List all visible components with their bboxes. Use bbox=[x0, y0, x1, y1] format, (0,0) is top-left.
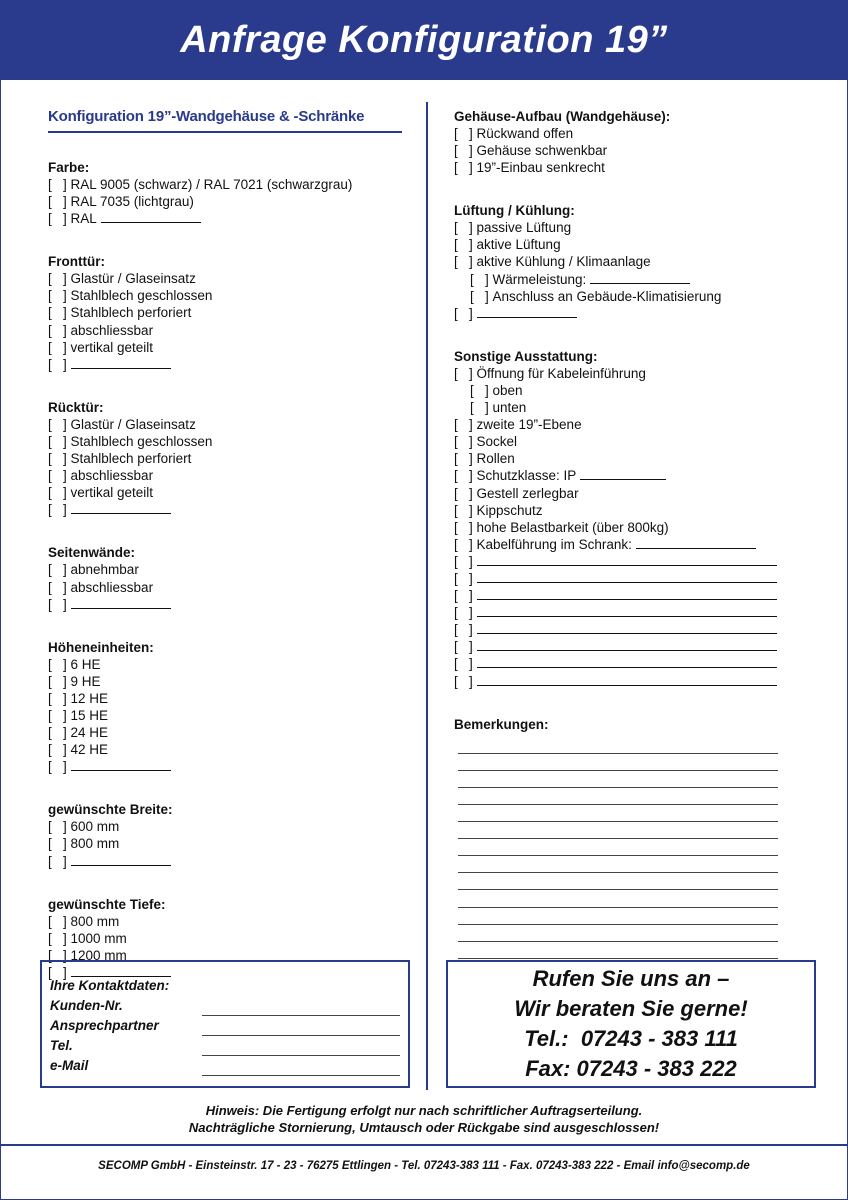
checkbox-option[interactable] bbox=[48, 304, 418, 321]
remarks-line[interactable] bbox=[458, 839, 778, 856]
form-section bbox=[48, 253, 418, 373]
left-sections bbox=[48, 159, 418, 981]
option-label: 600 mm bbox=[70, 819, 120, 835]
checkbox-option[interactable] bbox=[48, 287, 418, 304]
checkbox-option[interactable] bbox=[48, 853, 418, 870]
option-label: RAL 7035 (lichtgrau) bbox=[70, 194, 194, 210]
checkbox-option[interactable] bbox=[454, 416, 794, 433]
checkbox-option[interactable] bbox=[454, 219, 794, 236]
option-label: Kabelführung im Schrank: bbox=[476, 536, 632, 552]
remarks-line[interactable] bbox=[458, 942, 778, 959]
checkbox-option[interactable] bbox=[454, 271, 794, 288]
call-box bbox=[446, 960, 816, 1088]
checkbox-brackets[interactable]: [ ] bbox=[48, 433, 71, 449]
contact-field-label: Kunden-Nr. bbox=[50, 998, 123, 1013]
checkbox-brackets[interactable]: [ ] bbox=[454, 536, 477, 552]
checkbox-brackets[interactable]: [ ] bbox=[470, 400, 493, 416]
remarks-line[interactable] bbox=[458, 925, 778, 942]
checkbox-option[interactable] bbox=[454, 467, 794, 484]
section-title: Höheneinheiten: bbox=[48, 639, 154, 655]
checkbox-option[interactable] bbox=[48, 210, 418, 227]
checkbox-brackets[interactable]: [ ] bbox=[454, 553, 477, 569]
remarks-line[interactable] bbox=[458, 788, 778, 805]
remarks-line[interactable] bbox=[458, 856, 778, 873]
checkbox-brackets[interactable]: [ ] bbox=[454, 622, 477, 638]
checkbox-option[interactable] bbox=[48, 339, 418, 356]
checkbox-brackets[interactable]: [ ] bbox=[48, 339, 71, 355]
fill-in-line[interactable] bbox=[477, 554, 777, 566]
option-label: Gehäuse schwenkbar bbox=[476, 143, 608, 159]
checkbox-option[interactable] bbox=[48, 579, 418, 596]
option-label: abschliessbar bbox=[70, 322, 154, 338]
checkbox-option[interactable] bbox=[48, 501, 418, 518]
remarks-line[interactable] bbox=[458, 822, 778, 839]
contact-field-line[interactable] bbox=[202, 1042, 400, 1056]
fill-in-line[interactable] bbox=[71, 597, 171, 609]
fill-in-line[interactable] bbox=[477, 306, 577, 318]
checkbox-option[interactable] bbox=[48, 356, 418, 373]
page-title: Anfrage Konfiguration 19” bbox=[180, 18, 668, 61]
contact-title bbox=[50, 976, 400, 996]
remarks-line[interactable] bbox=[458, 908, 778, 925]
contact-field-line[interactable] bbox=[202, 1062, 400, 1076]
checkbox-brackets[interactable]: [ ] bbox=[48, 562, 71, 578]
contact-field-label: e-Mail bbox=[50, 1058, 89, 1073]
contact-field[interactable] bbox=[50, 1036, 400, 1056]
checkbox-brackets[interactable]: [ ] bbox=[48, 451, 71, 467]
checkbox-brackets[interactable]: [ ] bbox=[48, 194, 71, 210]
checkbox-option[interactable] bbox=[454, 288, 794, 305]
checkbox-brackets[interactable]: [ ] bbox=[48, 322, 71, 338]
remarks-section bbox=[454, 716, 794, 959]
form-section bbox=[48, 544, 418, 612]
checkbox-option[interactable] bbox=[454, 433, 794, 450]
checkbox-option[interactable] bbox=[48, 818, 418, 835]
option-label: unten bbox=[492, 400, 527, 416]
checkbox-brackets[interactable]: [ ] bbox=[48, 947, 71, 963]
checkbox-option[interactable] bbox=[48, 913, 418, 930]
form-section bbox=[48, 159, 418, 227]
fill-in-line[interactable] bbox=[71, 502, 171, 514]
left-column bbox=[48, 108, 418, 981]
checkbox-brackets[interactable]: [ ] bbox=[48, 836, 71, 852]
checkbox-brackets[interactable]: [ ] bbox=[48, 579, 71, 595]
remarks-line[interactable] bbox=[458, 890, 778, 907]
checkbox-brackets[interactable]: [ ] bbox=[454, 305, 477, 321]
checkbox-brackets[interactable]: [ ] bbox=[454, 519, 477, 535]
checkbox-brackets[interactable]: [ ] bbox=[454, 237, 477, 253]
checkbox-option[interactable] bbox=[454, 125, 794, 142]
checkbox-option[interactable] bbox=[48, 484, 418, 501]
checkbox-option[interactable] bbox=[454, 553, 794, 570]
checkbox-brackets[interactable]: [ ] bbox=[48, 271, 71, 287]
fill-in-line[interactable] bbox=[636, 537, 756, 549]
checkbox-option[interactable] bbox=[48, 450, 418, 467]
checkbox-brackets[interactable]: [ ] bbox=[48, 725, 71, 741]
option-label: 24 HE bbox=[70, 725, 109, 741]
checkbox-option[interactable] bbox=[454, 159, 794, 176]
checkbox-option[interactable] bbox=[454, 382, 794, 399]
option-label: vertikal geteilt bbox=[70, 485, 154, 501]
checkbox-option[interactable] bbox=[48, 656, 418, 673]
option-label: vertikal geteilt bbox=[70, 339, 154, 355]
checkbox-brackets[interactable]: [ ] bbox=[454, 451, 477, 467]
contact-field-label: Tel. bbox=[50, 1038, 73, 1053]
fill-in-line[interactable] bbox=[477, 639, 777, 651]
section-title: Gehäuse-Aufbau (Wandgehäuse): bbox=[454, 109, 671, 124]
option-label: 12 HE bbox=[70, 690, 109, 706]
checkbox-option[interactable] bbox=[48, 416, 418, 433]
checkbox-option[interactable] bbox=[48, 758, 418, 775]
checkbox-brackets[interactable]: [ ] bbox=[454, 639, 477, 655]
option-label: Gestell zerlegbar bbox=[476, 485, 579, 501]
checkbox-option[interactable] bbox=[48, 433, 418, 450]
fill-in-line[interactable] bbox=[71, 357, 171, 369]
section-title: gewünschte Breite: bbox=[48, 802, 173, 818]
option-label: passive Lüftung bbox=[476, 220, 572, 236]
checkbox-brackets[interactable]: [ ] bbox=[454, 502, 477, 518]
remarks-line[interactable] bbox=[458, 771, 778, 788]
checkbox-option[interactable] bbox=[454, 536, 794, 553]
checkbox-option[interactable] bbox=[454, 604, 794, 621]
fill-in-line[interactable] bbox=[477, 674, 777, 686]
checkbox-option[interactable] bbox=[454, 673, 794, 690]
option-label: Stahlblech geschlossen bbox=[70, 433, 213, 449]
footer-divider bbox=[0, 1144, 848, 1146]
checkbox-option[interactable] bbox=[48, 724, 418, 741]
form-section bbox=[454, 202, 794, 322]
option-label: abschliessbar bbox=[70, 468, 154, 484]
fill-in-line[interactable] bbox=[477, 571, 777, 583]
form-section bbox=[48, 801, 418, 869]
section-title: Fronttür: bbox=[48, 254, 105, 270]
option-label: aktive Lüftung bbox=[476, 237, 561, 253]
option-label: RAL bbox=[70, 211, 97, 227]
checkbox-brackets[interactable]: [ ] bbox=[454, 656, 477, 672]
checkbox-option[interactable] bbox=[454, 519, 794, 536]
checkbox-brackets[interactable]: [ ] bbox=[454, 143, 477, 159]
checkbox-brackets[interactable]: [ ] bbox=[48, 707, 71, 723]
contact-field-line[interactable] bbox=[202, 1022, 400, 1036]
option-label: Glastür / Glaseinsatz bbox=[70, 416, 196, 432]
checkbox-brackets[interactable]: [ ] bbox=[470, 382, 493, 398]
option-label: abnehmbar bbox=[70, 562, 139, 578]
remarks-line[interactable] bbox=[458, 754, 778, 771]
checkbox-option[interactable] bbox=[48, 673, 418, 690]
contact-field[interactable] bbox=[50, 1016, 400, 1036]
call-line-1: Rufen Sie uns an – bbox=[532, 966, 730, 991]
checkbox-option[interactable] bbox=[454, 502, 794, 519]
option-label: Kippschutz bbox=[476, 502, 543, 518]
checkbox-option[interactable] bbox=[48, 176, 418, 193]
contact-field-line[interactable] bbox=[202, 1002, 400, 1016]
checkbox-brackets[interactable]: [ ] bbox=[48, 356, 71, 372]
checkbox-option[interactable] bbox=[454, 655, 794, 672]
fill-in-line[interactable] bbox=[101, 211, 201, 223]
option-label: Wärmeleistung: bbox=[492, 271, 587, 287]
option-label: aktive Kühlung / Klimaanlage bbox=[476, 254, 651, 270]
checkbox-brackets[interactable]: [ ] bbox=[454, 468, 477, 484]
checkbox-brackets[interactable]: [ ] bbox=[48, 485, 71, 501]
fill-in-line[interactable] bbox=[477, 622, 777, 634]
checkbox-option[interactable] bbox=[48, 596, 418, 613]
page-header bbox=[0, 0, 848, 80]
checkbox-option[interactable] bbox=[454, 621, 794, 638]
checkbox-brackets[interactable]: [ ] bbox=[48, 288, 71, 304]
config-title: Konfiguration 19”-Wandgehäuse & -Schränke bbox=[48, 108, 402, 133]
contact-field-label: Ansprechpartner bbox=[50, 1018, 159, 1033]
checkbox-option[interactable] bbox=[48, 835, 418, 852]
option-label: 9 HE bbox=[70, 673, 101, 689]
checkbox-brackets[interactable]: [ ] bbox=[454, 160, 477, 176]
option-label: Rollen bbox=[476, 451, 515, 467]
notice bbox=[0, 1102, 848, 1136]
option-label: Stahlblech perforiert bbox=[70, 305, 192, 321]
form-section bbox=[454, 348, 794, 690]
notice-line-1: Hinweis: Die Fertigung erfolgt nur nach schriftlicher Auftragserteilung. bbox=[205, 1103, 643, 1118]
option-label: 42 HE bbox=[70, 742, 109, 758]
option-label: Rückwand offen bbox=[476, 126, 574, 141]
checkbox-option[interactable] bbox=[48, 741, 418, 758]
option-label: RAL 9005 (schwarz) / RAL 7021 (schwarzgrau) bbox=[70, 177, 353, 192]
fill-in-line[interactable] bbox=[477, 605, 777, 617]
call-line-2: Wir beraten Sie gerne! bbox=[514, 996, 748, 1021]
checkbox-option[interactable] bbox=[48, 322, 418, 339]
checkbox-brackets[interactable]: [ ] bbox=[454, 417, 477, 433]
option-label: 800 mm bbox=[70, 836, 120, 852]
remarks-title: Bemerkungen: bbox=[454, 716, 549, 732]
checkbox-brackets[interactable]: [ ] bbox=[454, 254, 477, 270]
checkbox-brackets[interactable]: [ ] bbox=[48, 502, 71, 518]
section-title: Rücktür: bbox=[48, 399, 104, 415]
checkbox-brackets[interactable]: [ ] bbox=[48, 964, 71, 980]
checkbox-option[interactable] bbox=[454, 365, 794, 382]
section-title: Lüftung / Kühlung: bbox=[454, 203, 575, 219]
option-label: 6 HE bbox=[70, 656, 101, 672]
checkbox-brackets[interactable]: [ ] bbox=[48, 742, 71, 758]
checkbox-brackets[interactable]: [ ] bbox=[48, 305, 71, 321]
remarks-line[interactable] bbox=[458, 873, 778, 890]
fill-in-line[interactable] bbox=[71, 854, 171, 866]
checkbox-brackets[interactable]: [ ] bbox=[454, 588, 477, 604]
right-sections bbox=[454, 108, 794, 690]
option-label: 19”-Einbau senkrecht bbox=[476, 160, 605, 176]
right-column bbox=[454, 108, 794, 959]
notice-line-2: Nachträgliche Stornierung, Umtausch oder Rückgabe sind ausgeschlossen! bbox=[188, 1120, 660, 1135]
checkbox-brackets[interactable]: [ ] bbox=[48, 656, 71, 672]
checkbox-brackets[interactable]: [ ] bbox=[48, 759, 71, 775]
footer: SECOMP GmbH - Einsteinstr. 17 - 23 - 76275 Ettlingen - Tel. 07243-383 111 - Fax. 07243-383 222 - Email info@secomp.de bbox=[98, 1160, 750, 1172]
section-title: Farbe: bbox=[48, 160, 90, 175]
fill-in-line[interactable] bbox=[580, 468, 666, 480]
checkbox-option[interactable] bbox=[48, 193, 418, 210]
option-label: 1000 mm bbox=[70, 930, 127, 946]
checkbox-option[interactable] bbox=[454, 236, 794, 253]
checkbox-option[interactable] bbox=[48, 561, 418, 578]
checkbox-option[interactable] bbox=[454, 587, 794, 604]
form-section bbox=[48, 639, 418, 776]
fill-in-line[interactable] bbox=[71, 759, 171, 771]
column-divider bbox=[426, 102, 428, 1090]
checkbox-option[interactable] bbox=[454, 638, 794, 655]
checkbox-brackets[interactable]: [ ] bbox=[470, 288, 493, 304]
checkbox-brackets[interactable]: [ ] bbox=[454, 485, 477, 501]
checkbox-brackets[interactable]: [ ] bbox=[48, 177, 71, 192]
checkbox-option[interactable] bbox=[454, 485, 794, 502]
checkbox-brackets[interactable]: [ ] bbox=[48, 416, 71, 432]
option-label: 1200 mm bbox=[70, 947, 127, 963]
call-phone: Tel.: 07243 - 383 111 bbox=[524, 1026, 738, 1051]
checkbox-option[interactable] bbox=[48, 707, 418, 724]
checkbox-brackets[interactable]: [ ] bbox=[48, 853, 71, 869]
checkbox-option[interactable] bbox=[454, 399, 794, 416]
contact-fields bbox=[50, 996, 400, 1076]
option-label: Schutzklasse: IP bbox=[476, 468, 577, 484]
option-label: zweite 19”-Ebene bbox=[476, 417, 582, 433]
checkbox-brackets[interactable]: [ ] bbox=[454, 365, 477, 381]
checkbox-brackets[interactable]: [ ] bbox=[48, 690, 71, 706]
section-title: Sonstige Ausstattung: bbox=[454, 348, 598, 364]
contact-field[interactable] bbox=[50, 996, 400, 1016]
checkbox-brackets[interactable]: [ ] bbox=[454, 570, 477, 586]
form-section bbox=[454, 108, 794, 176]
option-label: Glastür / Glaseinsatz bbox=[70, 271, 196, 287]
remarks-line[interactable] bbox=[458, 737, 778, 754]
checkbox-brackets[interactable]: [ ] bbox=[48, 468, 71, 484]
checkbox-brackets[interactable]: [ ] bbox=[454, 673, 477, 689]
option-label: Sockel bbox=[476, 434, 518, 450]
remarks-line[interactable] bbox=[458, 805, 778, 822]
option-label: abschliessbar bbox=[70, 579, 154, 595]
checkbox-brackets[interactable]: [ ] bbox=[454, 434, 477, 450]
checkbox-brackets[interactable]: [ ] bbox=[48, 211, 71, 227]
checkbox-option[interactable] bbox=[454, 570, 794, 587]
option-label: 800 mm bbox=[70, 913, 120, 929]
option-label: Stahlblech geschlossen bbox=[70, 288, 213, 304]
checkbox-option[interactable] bbox=[454, 253, 794, 270]
fill-in-line[interactable] bbox=[477, 588, 777, 600]
checkbox-option[interactable] bbox=[48, 930, 418, 947]
checkbox-brackets[interactable]: [ ] bbox=[454, 126, 477, 141]
checkbox-option[interactable] bbox=[454, 450, 794, 467]
checkbox-brackets[interactable]: [ ] bbox=[48, 596, 71, 612]
section-title: gewünschte Tiefe: bbox=[48, 896, 166, 912]
option-label: Stahlblech perforiert bbox=[70, 451, 192, 467]
call-fax: Fax: 07243 - 383 222 bbox=[525, 1056, 737, 1081]
checkbox-brackets[interactable]: [ ] bbox=[454, 220, 477, 236]
checkbox-option[interactable] bbox=[48, 270, 418, 287]
checkbox-brackets[interactable]: [ ] bbox=[454, 605, 477, 621]
remarks-lines bbox=[454, 737, 794, 959]
checkbox-option[interactable] bbox=[48, 467, 418, 484]
fill-in-line[interactable] bbox=[477, 656, 777, 668]
section-title: Seitenwände: bbox=[48, 545, 136, 561]
form-section bbox=[48, 399, 418, 519]
contact-box bbox=[40, 960, 410, 1088]
checkbox-brackets[interactable]: [ ] bbox=[48, 930, 71, 946]
option-label: Öffnung für Kabeleinführung bbox=[476, 365, 646, 381]
checkbox-option[interactable] bbox=[48, 690, 418, 707]
checkbox-brackets[interactable]: [ ] bbox=[48, 913, 71, 929]
option-label: oben bbox=[492, 382, 523, 398]
checkbox-option[interactable] bbox=[454, 142, 794, 159]
contact-title-text: Ihre Kontaktdaten: bbox=[50, 978, 170, 993]
checkbox-brackets[interactable]: [ ] bbox=[48, 673, 71, 689]
option-label: Anschluss an Gebäude-Klimatisierung bbox=[492, 288, 722, 304]
option-label: hohe Belastbarkeit (über 800kg) bbox=[476, 519, 669, 535]
checkbox-brackets[interactable]: [ ] bbox=[48, 819, 71, 835]
option-label: 15 HE bbox=[70, 707, 109, 723]
fill-in-line[interactable] bbox=[590, 272, 690, 284]
checkbox-brackets[interactable]: [ ] bbox=[470, 271, 493, 287]
contact-field[interactable] bbox=[50, 1056, 400, 1076]
checkbox-option[interactable] bbox=[454, 305, 794, 322]
